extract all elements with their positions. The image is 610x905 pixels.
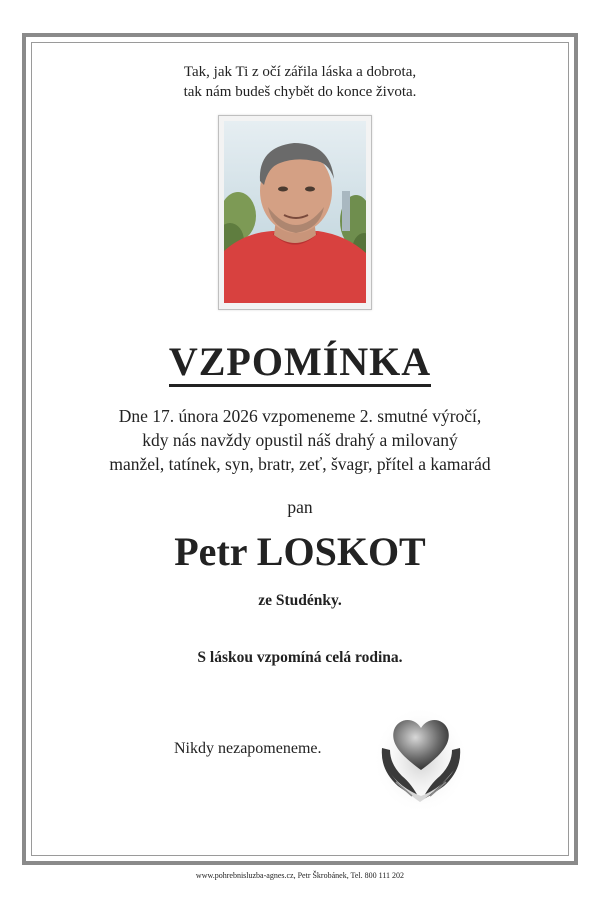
- origin-text: ze Studénky.: [258, 592, 342, 609]
- portrait-photo: [224, 121, 366, 303]
- page-title-text: VZPOMÍNKA: [169, 339, 431, 387]
- message-line-1: Dne 17. února 2026 vzpomeneme 2. smutné výročí,: [118, 406, 482, 426]
- motto-line-1: Tak, jak Ti z očí zářila láska a dobrota,: [183, 64, 417, 80]
- closing-text: Nikdy nezapomeneme.: [174, 740, 322, 757]
- heart-hands-image: [372, 700, 470, 816]
- portrait-illustration: [224, 121, 366, 303]
- message-line-2: kdy nás navždy opustil náš drahý a milovaný: [142, 430, 458, 450]
- heart-hands-icon: [372, 700, 470, 816]
- footer-contact: www.pohrebnisluzba-agnes.cz, Petr Škrobánek, Tel. 800 111 202: [195, 871, 405, 880]
- portrait-photo-frame: [218, 115, 372, 310]
- motto-line-2: tak nám budeš chybět do konce života.: [183, 84, 417, 100]
- message-line-3: manžel, tatínek, syn, bratr, zeť, švagr, přítel a kamarád: [109, 454, 491, 474]
- page-title: [0, 338, 600, 385]
- memorial-message: [0, 404, 600, 476]
- motto: [0, 62, 600, 102]
- family-signature: S láskou vzpomíná celá rodina.: [197, 649, 403, 666]
- deceased-name: Petr LOSKOT: [174, 529, 426, 574]
- honorific: pan: [287, 497, 313, 517]
